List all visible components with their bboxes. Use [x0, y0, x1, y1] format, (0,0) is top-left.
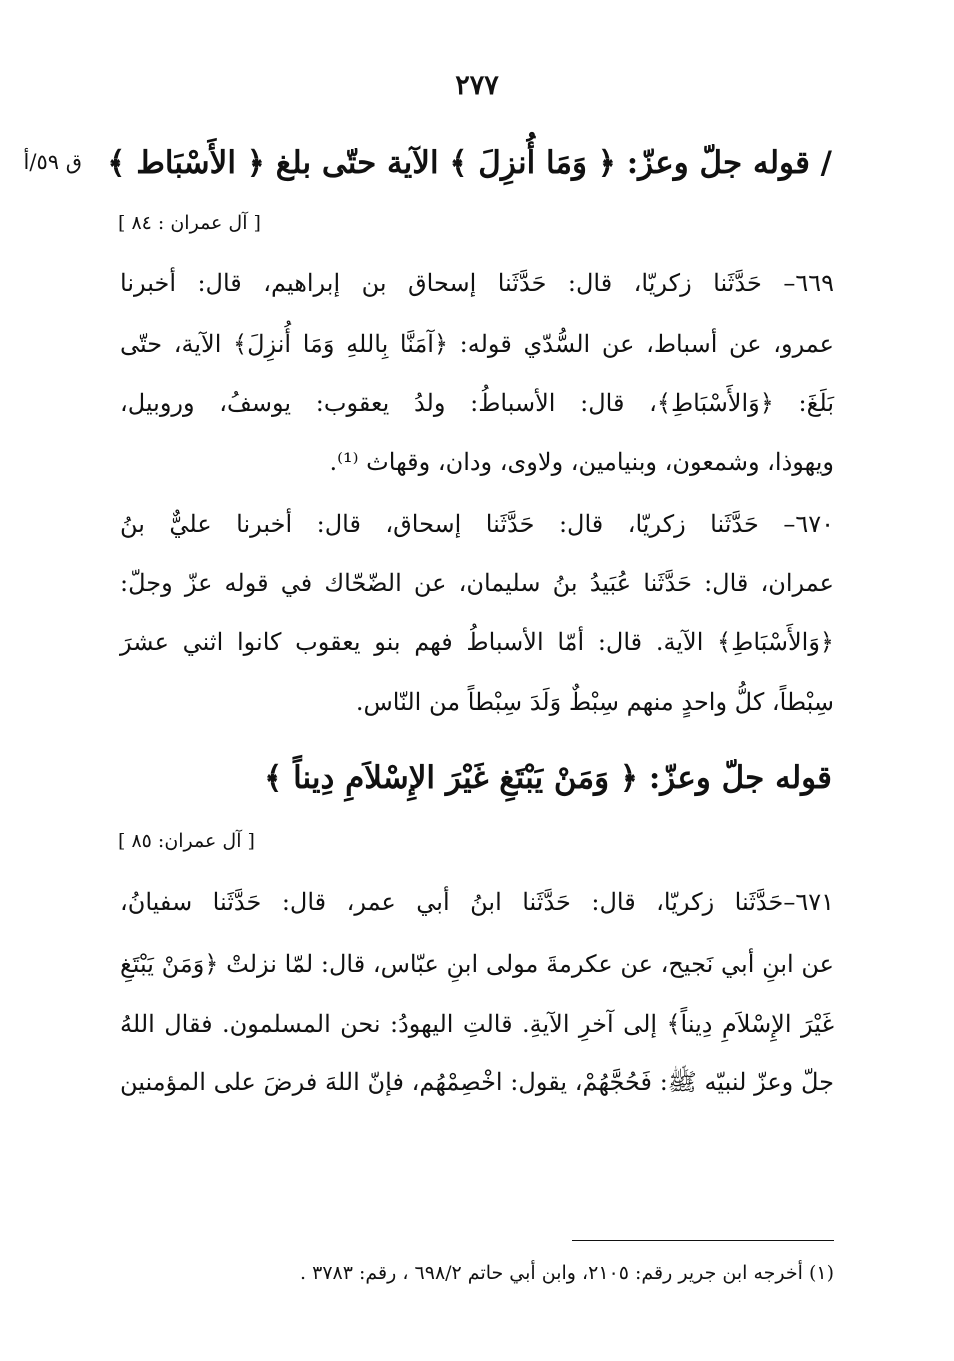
section-heading-1: / قوله جلّ وعزّ: ﴿ وَمَا أُنزِلَ ﴾ الآية حتّى بلغ ﴿ الأَسْبَاط ﴾	[107, 145, 832, 181]
page-number: ٢٧٧	[455, 70, 499, 101]
text-line: عن ابنِ أبي نَجيح، عن عكرمةَ مولى ابنِ عبّاس، قال: لمّا نزلتْ ﴿وَمَنْ يَبْتَغِ	[120, 950, 834, 978]
verse-reference-2: [ آل عمران: ٨٥ ]	[118, 830, 255, 852]
text-line: غَيْرَ الإِسْلاَمِ دِيناً﴾ إلى آخرِ الآيةِ. قالتِ اليهودُ: نحن المسلمون. فقال اللهُ	[120, 1010, 834, 1038]
section-heading-2: قوله جلّ وعزّ: ﴿ وَمَنْ يَبْتَغِ غَيْرَ الإِسْلاَمِ دِيناً ﴾	[264, 760, 832, 796]
manuscript-folio-note: ق ٥٩/أ	[23, 150, 82, 174]
text-line: بَلَغَ: ﴿وَالأَسْبَاطِ﴾، قال: الأسباطُ: ولدُ يعقوب: يوسفُ، وروبيل،	[120, 389, 834, 417]
text-line: ٦٧٠– حَدَّثَنا زكريّا، قال: حَدَّثَنا إسحاق، قال: أخبرنا عليٌّ بنُ	[120, 510, 834, 538]
text-line: عمرو، عن أسباط، عن السُّدّي قوله: ﴿آمَنَّا بِاللهِ وَمَا أُنزِلَ﴾ الآية، حتّى	[120, 330, 835, 358]
text-line: سِبْطاً، كلُّ واحدٍ منهم سِبْطٌ وَلَدَ سِبْطاً من النّاس.	[355, 688, 834, 716]
verse-reference-1: [ آل عمران : ٨٤ ]	[118, 212, 261, 234]
footnote: (١) أخرجه ابن جرير رقم: ٢١٠٥، وابن أبي حاتم ٦٩٨/٢ ، رقم: ٣٧٨٣ .	[300, 1262, 834, 1284]
text-line: عمران، قال: حَدَّثَنا عُبَيدُ بنُ سليمان، عن الضّحّاك في قوله عزّ وجلّ:	[120, 569, 834, 597]
text-line: جلّ وعزّ لنبيّه ﷺ: فَحُجَّهُمْ، يقول: اخْصِمْهُم، فإنّ اللهَ فرضَ على المؤمنين	[120, 1068, 834, 1096]
text-line: ﴿وَالأَسْبَاطِ﴾ الآية. قال: أمّا الأسباطُ فهم بنو يعقوب كانوا اثني عشرَ	[120, 628, 834, 656]
footnote-divider	[572, 1240, 834, 1241]
text-line: ٦٧١–حَدَّثَنا زكريّا، قال: حَدَّثَنا ابنُ أبي عمر، قال: حَدَّثَنا سفيانُ،	[120, 888, 834, 916]
text-line: ٦٦٩– حَدَّثَنا زكريّا، قال: حَدَّثَنا إسحاق بن إبراهيم، قال: أخبرنا	[120, 269, 834, 297]
text-line: ويهوذا، وشمعون، وبنيامين، ولاوى، ودان، وقهاث ⁽¹⁾.	[329, 448, 834, 476]
